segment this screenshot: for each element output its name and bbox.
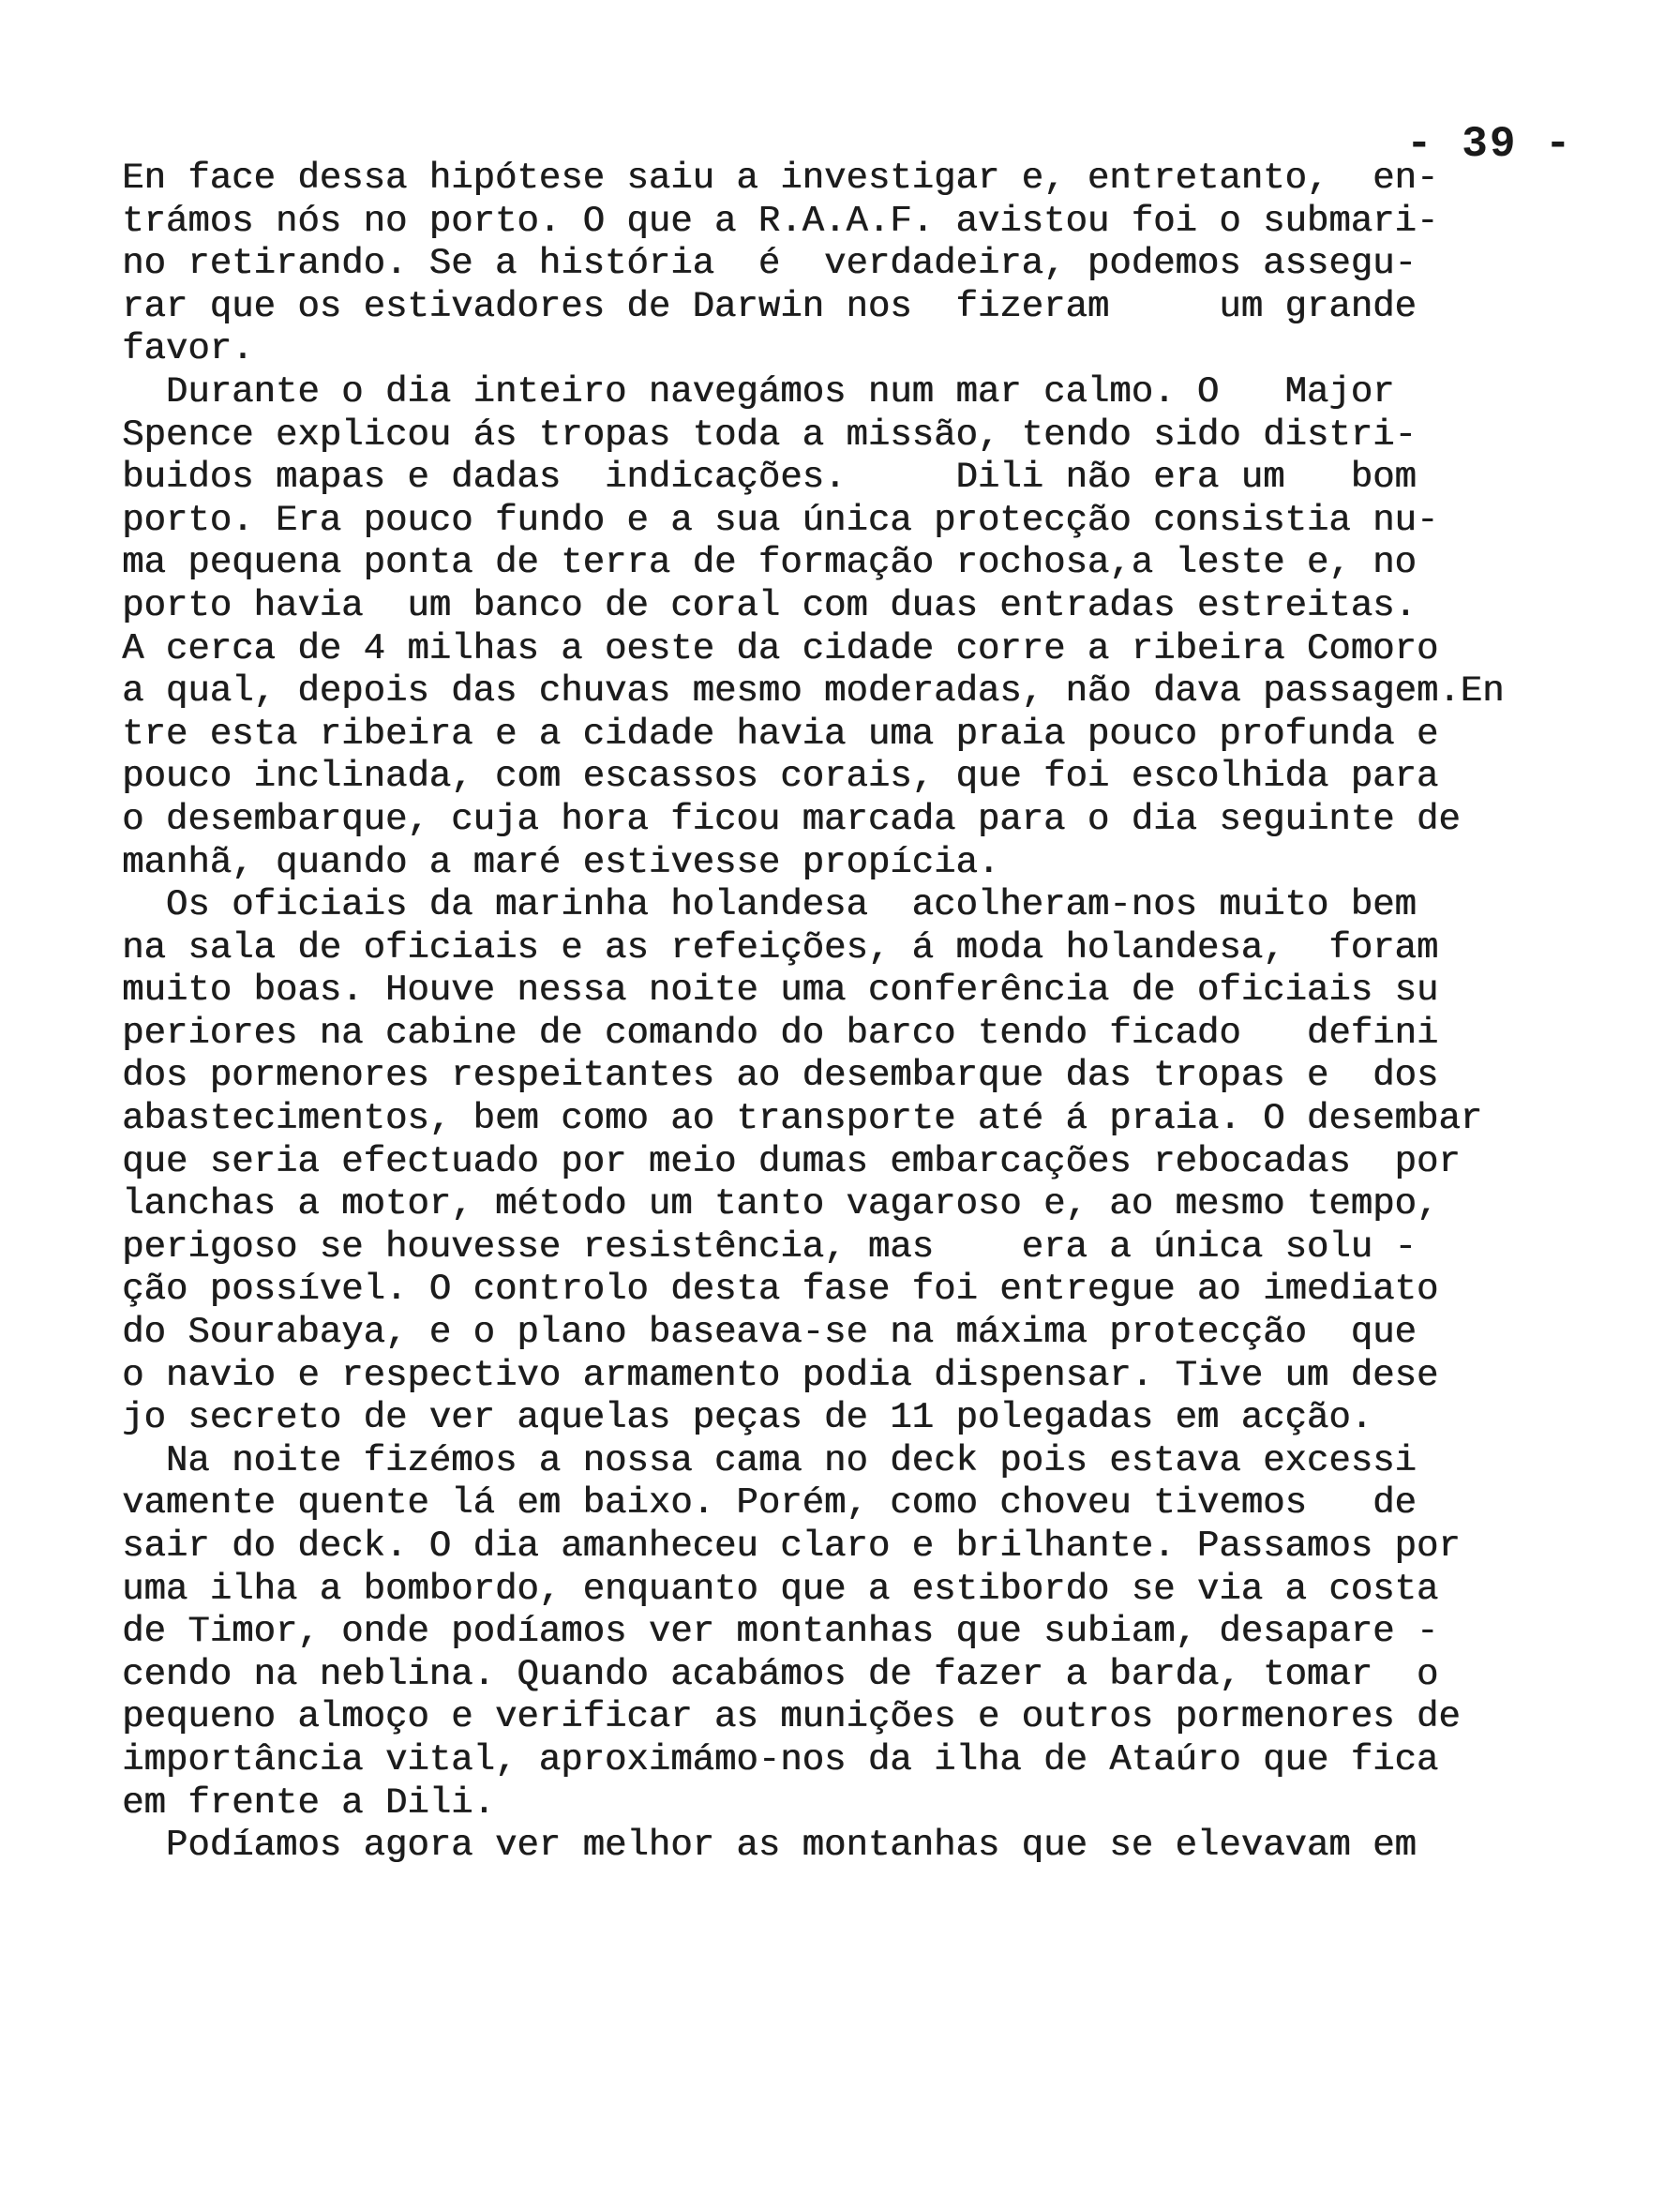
text-line: porto havia um banco de coral com duas entradas estreitas. [122, 584, 1417, 626]
text-line: periores na cabine de comando do barco tendo ficado defini [122, 1012, 1439, 1054]
body-text [122, 158, 1538, 1868]
text-line: manhã, quando a maré estivesse propícia. [122, 841, 1000, 883]
text-line: importância vital, aproximámo-nos da ilha de Ataúro que fica [122, 1738, 1439, 1781]
text-line: A cerca de 4 milhas a oeste da cidade corre a ribeira Comoro [122, 627, 1439, 669]
text-line: jo secreto de ver aquelas peças de 11 polegadas em acção. [122, 1397, 1373, 1439]
text-line: rar que os estivadores de Darwin nos fizeram um grande [122, 285, 1417, 327]
text-line: Durante o dia inteiro navegámos num mar calmo. O Major [122, 370, 1395, 413]
text-line: muito boas. Houve nessa noite uma conferência de oficiais su [122, 969, 1439, 1012]
text-line: abastecimentos, bem como ao transporte até á praia. O desembar [122, 1098, 1483, 1140]
text-line: perigoso se houvesse resistência, mas era a única solu - [122, 1225, 1417, 1268]
text-line: cendo na neblina. Quando acabámos de fazer a barda, tomar o [122, 1653, 1439, 1695]
text-line: uma ilha a bombordo, enquanto que a estibordo se via a costa [122, 1568, 1439, 1610]
text-line: pouco inclinada, com escassos corais, que foi escolhida para [122, 756, 1439, 798]
text-line: sair do deck. O dia amanheceu claro e brilhante. Passamos por [122, 1525, 1461, 1567]
text-line: buidos mapas e dadas indicações. Dili não era um bom [122, 457, 1417, 499]
text-line: a qual, depois das chuvas mesmo moderadas, não dava passagem.En [122, 670, 1505, 713]
text-line: lanchas a motor, método um tanto vagaroso e, ao mesmo tempo, [122, 1183, 1439, 1225]
text-line: pequeno almoço e verificar as munições e outros pormenores de [122, 1696, 1461, 1738]
text-line: em frente a Dili. [122, 1781, 495, 1824]
text-line: ção possível. O controlo desta fase foi entregue ao imediato [122, 1269, 1439, 1311]
text-line: o navio e respectivo armamento podia dispensar. Tive um dese [122, 1354, 1439, 1396]
text-line: dos pormenores respeitantes ao desembarque das tropas e dos [122, 1055, 1439, 1097]
text-line: de Timor, onde podíamos ver montanhas que subiam, desapare - [122, 1611, 1439, 1653]
text-line: Spence explicou ás tropas toda a missão, tendo sido distri- [122, 413, 1417, 456]
text-line: Os oficiais da marinha holandesa acolheram-nos muito bem [122, 884, 1417, 926]
page-number: - 39 - [1406, 120, 1573, 169]
text-line: que seria efectuado por meio dumas embarcações rebocadas por [122, 1140, 1461, 1182]
text-line: tre esta ribeira e a cidade havia uma praia pouco profunda e [122, 713, 1439, 755]
text-line: o desembarque, cuja hora ficou marcada para o dia seguinte de [122, 798, 1461, 840]
text-line: favor. [122, 328, 254, 370]
text-line: vamente quente lá em baixo. Porém, como choveu tivemos de [122, 1482, 1417, 1525]
text-line: do Sourabaya, e o plano baseava-se na máxima protecção que [122, 1312, 1417, 1354]
text-line: Podíamos agora ver melhor as montanhas que se elevavam em [122, 1825, 1417, 1867]
text-line: na sala de oficiais e as refeições, á moda holandesa, foram [122, 926, 1439, 969]
text-line: porto. Era pouco fundo e a sua única protecção consistia nu- [122, 499, 1439, 541]
text-line: En face dessa hipótese saiu a investigar e, entretanto, en- [122, 158, 1439, 199]
text-line: ma pequena ponta de terra de formação rochosa,a leste e, no [122, 542, 1417, 584]
text-line: trámos nós no porto. O que a R.A.A.F. avistou foi o submari- [122, 200, 1439, 242]
text-line: Na noite fizémos a nossa cama no deck pois estava excessi [122, 1439, 1417, 1481]
text-line: no retirando. Se a história é verdadeira, podemos assegu- [122, 243, 1417, 285]
